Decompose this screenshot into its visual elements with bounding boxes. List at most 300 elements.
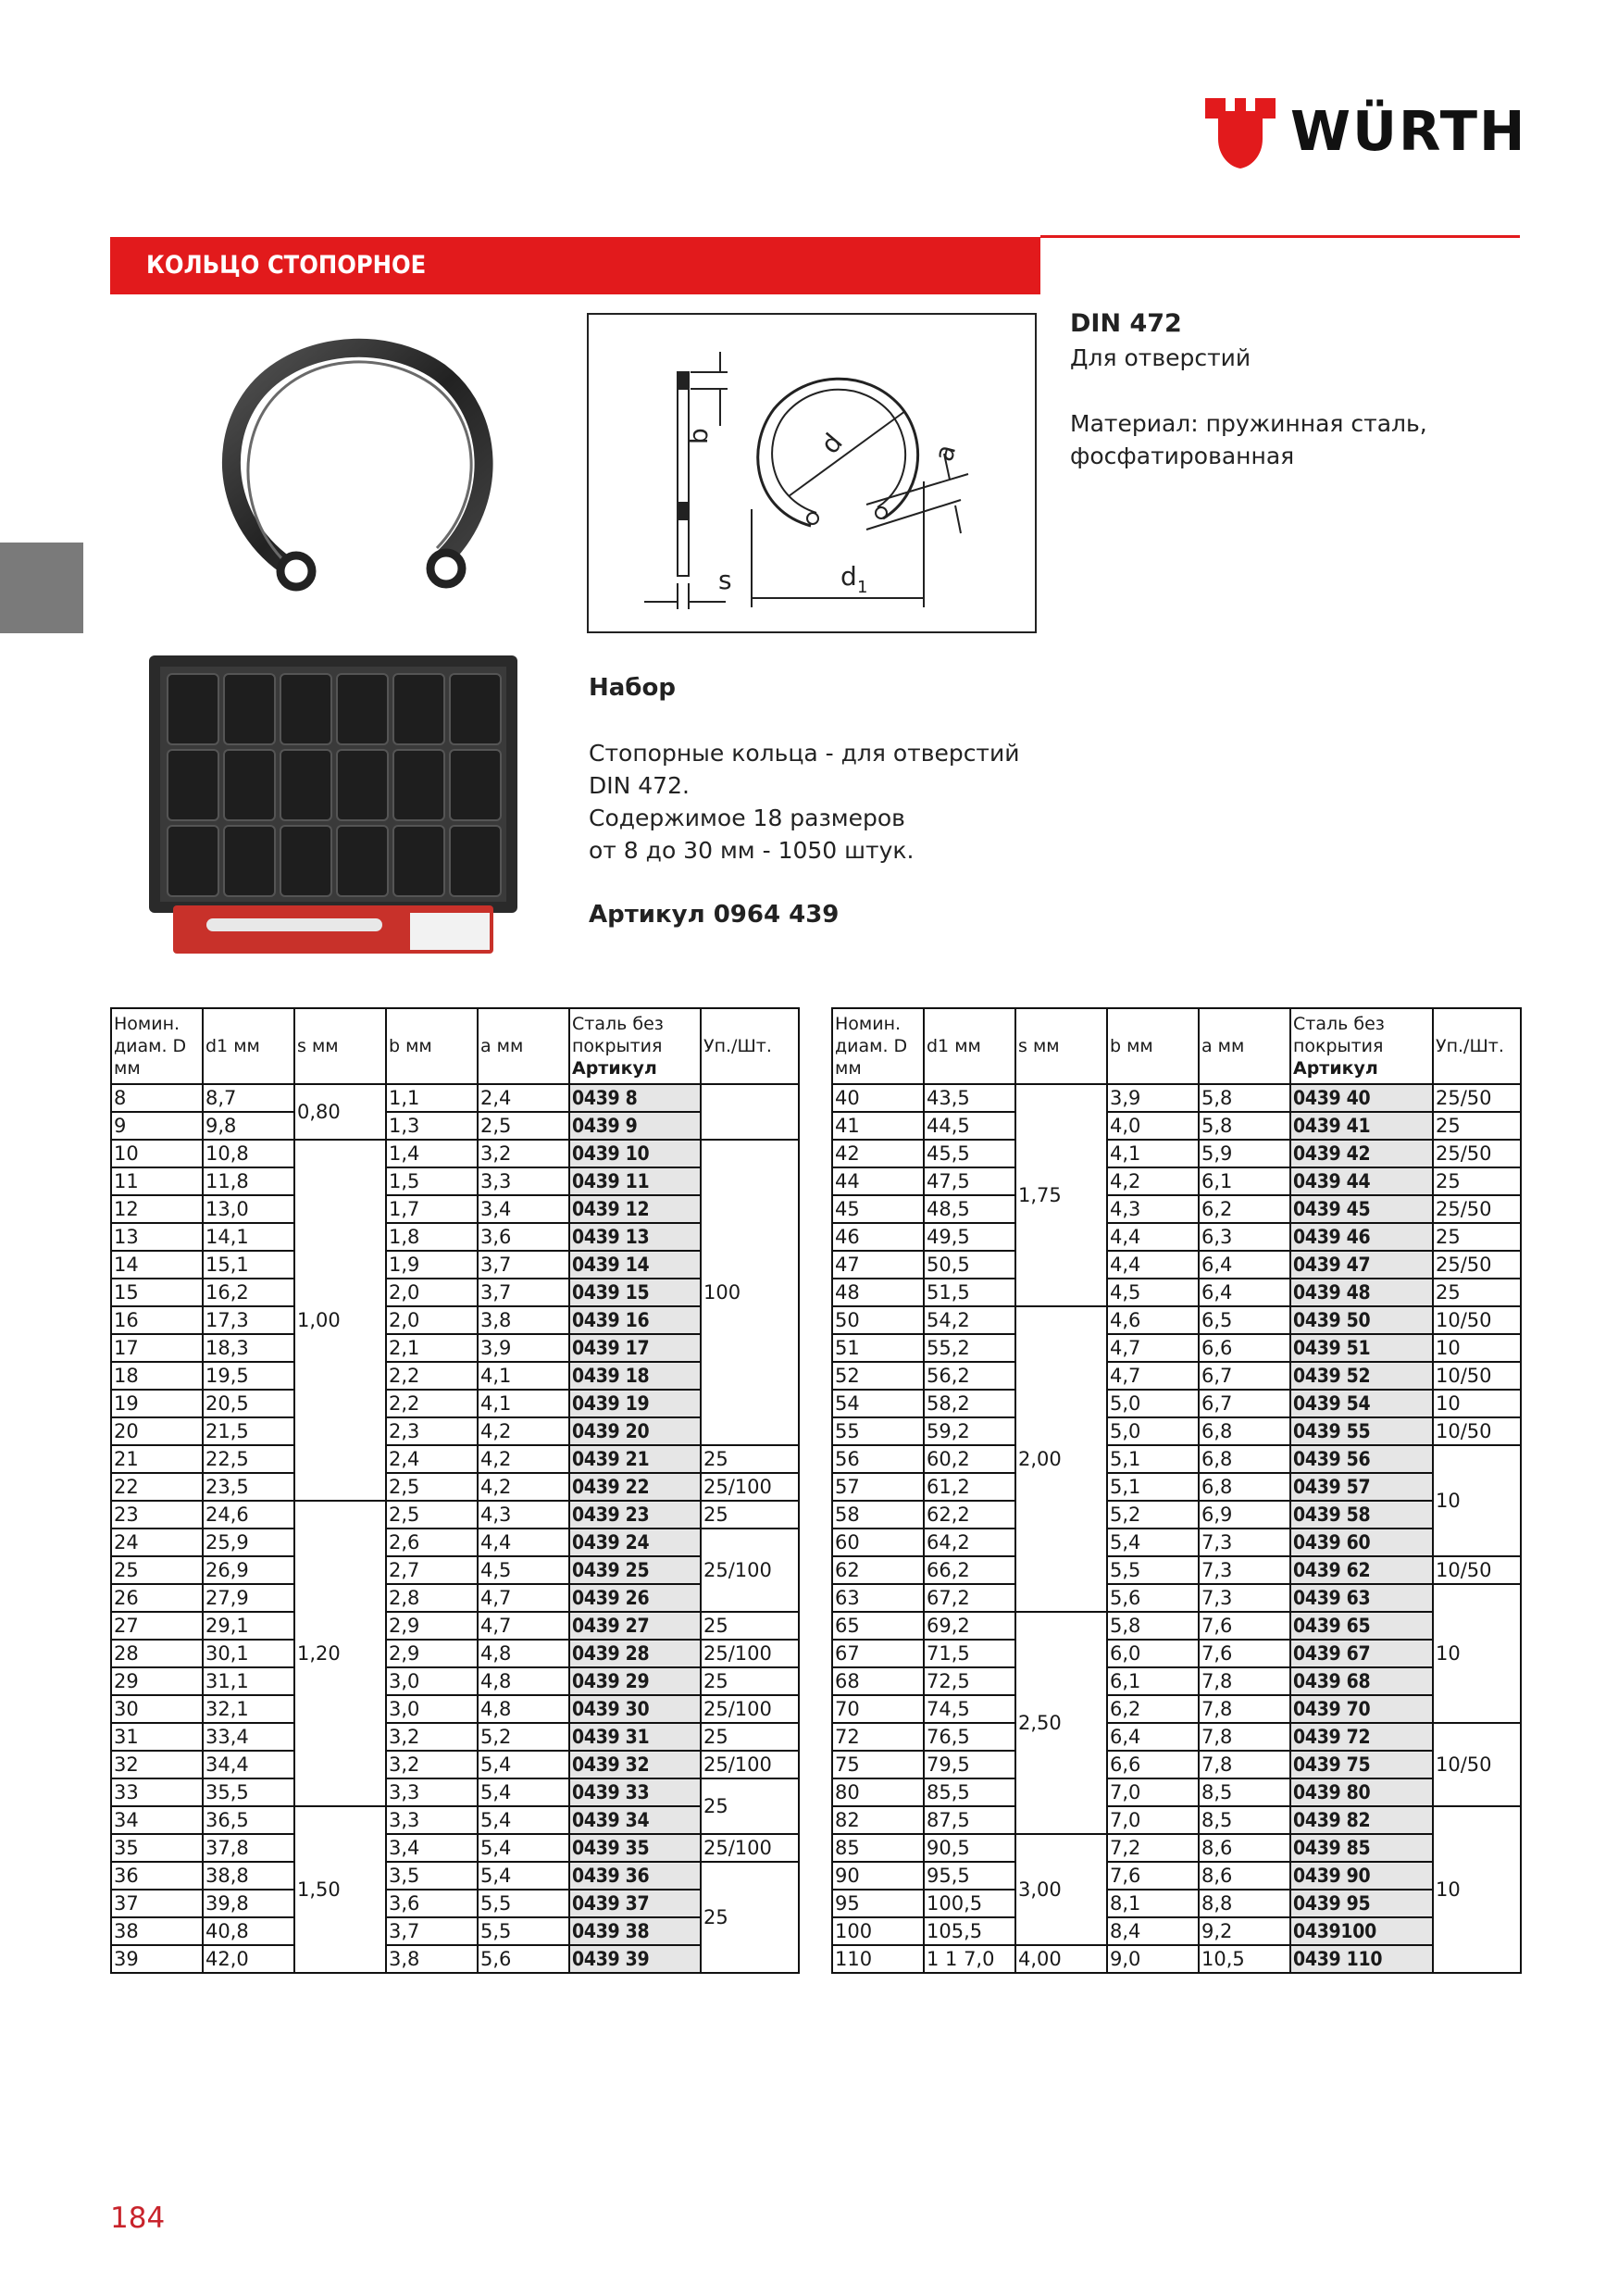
cell-article: 0439 68 — [1290, 1667, 1433, 1695]
kit-compartment — [168, 674, 218, 744]
table-row — [111, 1473, 799, 1501]
cell-nominal-diameter: 68 — [832, 1667, 924, 1695]
cell-b: 2,5 — [386, 1501, 478, 1529]
cell-article: 0439 57 — [1290, 1473, 1433, 1501]
cell-d1: 43,5 — [924, 1084, 1015, 1112]
cell-nominal-diameter: 48 — [832, 1279, 924, 1306]
cell-article: 0439 32 — [569, 1751, 701, 1778]
cell-article: 0439 33 — [569, 1778, 701, 1806]
cell-nominal-diameter: 13 — [111, 1223, 203, 1251]
material-line-2: фосфатированная — [1070, 443, 1295, 469]
cell-b: 6,0 — [1107, 1640, 1199, 1667]
cell-b: 4,0 — [1107, 1112, 1199, 1140]
cell-b: 1,3 — [386, 1112, 478, 1140]
cell-d1: 56,2 — [924, 1362, 1015, 1390]
cell-article: 0439 34 — [569, 1806, 701, 1834]
cell-b: 5,0 — [1107, 1417, 1199, 1445]
kit-compartment — [224, 674, 275, 744]
cell-d1: 9,8 — [203, 1112, 294, 1140]
table-row — [832, 1834, 1521, 1862]
col-header-article-line: Сталь без — [572, 1014, 664, 1034]
page-title: КОЛЬЦО СТОПОРНОЕ — [146, 251, 427, 280]
col-header-nominal-diameter-line: Номин. — [114, 1014, 180, 1034]
cell-article: 0439 17 — [569, 1334, 701, 1362]
cell-a: 4,2 — [478, 1445, 569, 1473]
cell-a: 8,8 — [1199, 1890, 1290, 1917]
col-header-d1-line: d1 мм — [927, 1036, 981, 1056]
cell-a: 6,4 — [1199, 1279, 1290, 1306]
cell-nominal-diameter: 29 — [111, 1667, 203, 1695]
kit-compartment — [224, 750, 275, 820]
table-row — [832, 1778, 1521, 1806]
cell-d1: 37,8 — [203, 1834, 294, 1862]
cell-nominal-diameter: 22 — [111, 1473, 203, 1501]
col-header-b — [386, 1008, 478, 1084]
cell-pack: 25 — [1433, 1279, 1521, 1306]
cell-b: 3,6 — [386, 1890, 478, 1917]
kit-compartment — [450, 750, 501, 820]
cell-article: 0439 67 — [1290, 1640, 1433, 1667]
cell-pack: 25/100 — [701, 1640, 799, 1667]
table-row — [111, 1890, 799, 1917]
table-row — [832, 1723, 1521, 1751]
table-row — [832, 1223, 1521, 1251]
cell-pack: 25/100 — [701, 1529, 799, 1612]
col-header-nominal-diameter-line: диам. D — [835, 1036, 908, 1056]
cell-a: 6,9 — [1199, 1501, 1290, 1529]
cell-nominal-diameter: 70 — [832, 1695, 924, 1723]
cell-d1: 38,8 — [203, 1862, 294, 1890]
cell-b: 5,2 — [1107, 1501, 1199, 1529]
cell-b: 4,6 — [1107, 1306, 1199, 1334]
cell-pack: 25/100 — [701, 1751, 799, 1778]
cell-d1: 26,9 — [203, 1556, 294, 1584]
kit-compartment — [337, 826, 388, 896]
dim-label-s: s — [718, 565, 732, 595]
cell-b: 4,5 — [1107, 1279, 1199, 1306]
cell-a: 7,6 — [1199, 1612, 1290, 1640]
cell-article: 0439 85 — [1290, 1834, 1433, 1862]
cell-b: 2,4 — [386, 1445, 478, 1473]
cell-d1: 11,8 — [203, 1167, 294, 1195]
cell-a: 4,2 — [478, 1417, 569, 1445]
cell-b: 2,9 — [386, 1640, 478, 1667]
standard-title: DIN 472 — [1070, 309, 1182, 338]
cell-d1: 85,5 — [924, 1778, 1015, 1806]
table-row — [111, 1778, 799, 1806]
cell-b: 2,2 — [386, 1362, 478, 1390]
cell-a: 5,4 — [478, 1862, 569, 1890]
cell-a: 8,6 — [1199, 1834, 1290, 1862]
cell-pack: 10 — [1433, 1334, 1521, 1362]
cell-b: 1,9 — [386, 1251, 478, 1279]
table-row — [832, 1251, 1521, 1279]
cell-article: 0439 110 — [1290, 1945, 1433, 1973]
cell-a: 5,6 — [478, 1945, 569, 1973]
table-row — [832, 1084, 1521, 1112]
cell-a: 4,5 — [478, 1556, 569, 1584]
cell-a: 7,8 — [1199, 1695, 1290, 1723]
cell-pack — [701, 1084, 799, 1140]
table-row — [832, 1751, 1521, 1778]
cell-article: 0439 19 — [569, 1390, 701, 1417]
cell-nominal-diameter: 47 — [832, 1251, 924, 1279]
cell-article: 0439 50 — [1290, 1306, 1433, 1334]
cell-a: 6,3 — [1199, 1223, 1290, 1251]
cell-a: 3,3 — [478, 1167, 569, 1195]
cell-nominal-diameter: 36 — [111, 1862, 203, 1890]
cell-pack: 25/100 — [701, 1473, 799, 1501]
header-rule — [1040, 235, 1520, 238]
cell-pack: 25/50 — [1433, 1195, 1521, 1223]
cell-article: 0439 82 — [1290, 1806, 1433, 1834]
table-row — [111, 1084, 799, 1112]
cell-article: 0439 72 — [1290, 1723, 1433, 1751]
cell-pack: 25 — [701, 1612, 799, 1640]
cell-d1: 59,2 — [924, 1417, 1015, 1445]
col-header-s-line: s мм — [297, 1036, 339, 1056]
cell-d1: 100,5 — [924, 1890, 1015, 1917]
cell-s: 2,00 — [1015, 1306, 1107, 1612]
cell-b: 2,0 — [386, 1279, 478, 1306]
cell-a: 7,3 — [1199, 1556, 1290, 1584]
set-description-line-1: Стопорные кольца - для отверстий — [589, 740, 1020, 767]
cell-article: 0439 58 — [1290, 1501, 1433, 1529]
table-row — [111, 1306, 799, 1334]
table-row — [832, 1112, 1521, 1140]
cell-pack: 25/50 — [1433, 1084, 1521, 1112]
col-header-pack — [701, 1008, 799, 1084]
cell-pack: 25 — [1433, 1112, 1521, 1140]
cell-d1: 47,5 — [924, 1167, 1015, 1195]
size-table-left — [110, 1007, 800, 1974]
col-header-article-line: Артикул — [572, 1058, 657, 1079]
cell-d1: 33,4 — [203, 1723, 294, 1751]
cell-a: 8,5 — [1199, 1778, 1290, 1806]
cell-d1: 39,8 — [203, 1890, 294, 1917]
cell-b: 2,9 — [386, 1612, 478, 1640]
cell-nominal-diameter: 9 — [111, 1112, 203, 1140]
cell-pack: 25 — [701, 1723, 799, 1751]
table-row — [111, 1806, 799, 1834]
cell-b: 3,0 — [386, 1695, 478, 1723]
cell-a: 5,4 — [478, 1778, 569, 1806]
dim-label-d1-subscript: 1 — [857, 578, 868, 597]
cell-b: 4,2 — [1107, 1167, 1199, 1195]
col-header-d1 — [924, 1008, 1015, 1084]
cell-a: 4,8 — [478, 1695, 569, 1723]
cell-nominal-diameter: 32 — [111, 1751, 203, 1778]
cell-article: 0439 54 — [1290, 1390, 1433, 1417]
cell-nominal-diameter: 46 — [832, 1223, 924, 1251]
cell-d1: 69,2 — [924, 1612, 1015, 1640]
cell-a: 3,4 — [478, 1195, 569, 1223]
cell-b: 1,8 — [386, 1223, 478, 1251]
set-heading: Набор — [589, 674, 676, 702]
cell-article: 0439 16 — [569, 1306, 701, 1334]
table-header-row — [832, 1008, 1521, 1084]
table-row — [111, 1390, 799, 1417]
cell-d1: 105,5 — [924, 1917, 1015, 1945]
cell-b: 3,8 — [386, 1945, 478, 1973]
cell-a: 4,8 — [478, 1640, 569, 1667]
cell-nominal-diameter: 35 — [111, 1834, 203, 1862]
kit-compartment — [280, 826, 331, 896]
kit-compartment — [168, 826, 218, 896]
cell-nominal-diameter: 28 — [111, 1640, 203, 1667]
cell-b: 4,4 — [1107, 1223, 1199, 1251]
cell-nominal-diameter: 82 — [832, 1806, 924, 1834]
cell-d1: 61,2 — [924, 1473, 1015, 1501]
col-header-a — [1199, 1008, 1290, 1084]
cell-pack: 10/50 — [1433, 1556, 1521, 1584]
table-row — [832, 1612, 1521, 1640]
cell-b: 6,4 — [1107, 1723, 1199, 1751]
cell-d1: 34,4 — [203, 1751, 294, 1778]
cell-pack: 10/50 — [1433, 1306, 1521, 1334]
col-header-article — [569, 1008, 701, 1084]
cell-a: 6,4 — [1199, 1251, 1290, 1279]
cell-nominal-diameter: 72 — [832, 1723, 924, 1751]
cell-nominal-diameter: 8 — [111, 1084, 203, 1112]
cell-d1: 16,2 — [203, 1279, 294, 1306]
cell-a: 3,7 — [478, 1251, 569, 1279]
cell-s: 1,00 — [294, 1140, 386, 1501]
cell-b: 4,7 — [1107, 1362, 1199, 1390]
dim-label-d1: d — [840, 561, 857, 592]
cell-d1: 62,2 — [924, 1501, 1015, 1529]
cell-a: 4,1 — [478, 1390, 569, 1417]
cell-b: 3,3 — [386, 1778, 478, 1806]
kit-compartment — [393, 750, 444, 820]
col-header-d1-line: d1 мм — [205, 1036, 260, 1056]
table-row — [111, 1251, 799, 1279]
col-header-nominal-diameter-line: мм — [114, 1058, 141, 1079]
cell-nominal-diameter: 38 — [111, 1917, 203, 1945]
cell-article: 0439 11 — [569, 1167, 701, 1195]
cell-a: 3,2 — [478, 1140, 569, 1167]
cell-b: 3,3 — [386, 1806, 478, 1834]
cell-b: 3,7 — [386, 1917, 478, 1945]
cell-pack: 25 — [701, 1501, 799, 1529]
col-header-pack-line: Уп./Шт. — [703, 1036, 772, 1056]
cell-a: 3,9 — [478, 1334, 569, 1362]
cell-d1: 21,5 — [203, 1417, 294, 1445]
col-header-a — [478, 1008, 569, 1084]
cell-nominal-diameter: 63 — [832, 1584, 924, 1612]
cell-article: 0439 36 — [569, 1862, 701, 1890]
cell-s: 1,75 — [1015, 1084, 1107, 1306]
cell-b: 3,5 — [386, 1862, 478, 1890]
col-header-a-line: a мм — [480, 1036, 524, 1056]
cell-nominal-diameter: 62 — [832, 1556, 924, 1584]
cell-article: 0439 21 — [569, 1445, 701, 1473]
cell-a: 3,7 — [478, 1279, 569, 1306]
cell-b: 4,4 — [1107, 1251, 1199, 1279]
cell-s: 4,00 — [1015, 1945, 1107, 1973]
cell-d1: 48,5 — [924, 1195, 1015, 1223]
cell-nominal-diameter: 44 — [832, 1167, 924, 1195]
kit-compartment — [280, 750, 331, 820]
cell-nominal-diameter: 33 — [111, 1778, 203, 1806]
table-row — [111, 1667, 799, 1695]
table-row — [111, 1334, 799, 1362]
table-row — [111, 1501, 799, 1529]
cell-nominal-diameter: 19 — [111, 1390, 203, 1417]
cell-a: 5,4 — [478, 1834, 569, 1862]
cell-a: 3,6 — [478, 1223, 569, 1251]
technical-drawing — [589, 315, 1035, 631]
col-header-pack-line: Уп./Шт. — [1436, 1036, 1504, 1056]
cell-pack: 25 — [701, 1778, 799, 1834]
cell-pack: 10 — [1433, 1390, 1521, 1417]
cell-a: 3,8 — [478, 1306, 569, 1334]
cell-s: 1,50 — [294, 1806, 386, 1973]
cell-nominal-diameter: 12 — [111, 1195, 203, 1223]
cell-b: 6,6 — [1107, 1751, 1199, 1778]
cell-pack: 25/50 — [1433, 1140, 1521, 1167]
col-header-pack — [1433, 1008, 1521, 1084]
cell-pack: 25 — [701, 1667, 799, 1695]
cell-a: 4,7 — [478, 1584, 569, 1612]
cell-d1: 71,5 — [924, 1640, 1015, 1667]
table-row — [111, 1556, 799, 1584]
cell-nominal-diameter: 16 — [111, 1306, 203, 1334]
table-row — [111, 1195, 799, 1223]
table-row — [832, 1473, 1521, 1501]
cell-article: 0439 15 — [569, 1279, 701, 1306]
cell-b: 3,2 — [386, 1723, 478, 1751]
cell-article: 0439 10 — [569, 1140, 701, 1167]
cell-b: 7,0 — [1107, 1778, 1199, 1806]
cell-nominal-diameter: 110 — [832, 1945, 924, 1973]
cell-nominal-diameter: 18 — [111, 1362, 203, 1390]
cell-d1: 36,5 — [203, 1806, 294, 1834]
cell-b: 7,0 — [1107, 1806, 1199, 1834]
cell-a: 5,8 — [1199, 1084, 1290, 1112]
cell-article: 0439 70 — [1290, 1695, 1433, 1723]
cell-d1: 95,5 — [924, 1862, 1015, 1890]
cell-nominal-diameter: 21 — [111, 1445, 203, 1473]
cell-a: 5,5 — [478, 1890, 569, 1917]
table-row — [111, 1862, 799, 1890]
table-row — [832, 1501, 1521, 1529]
cell-a: 5,2 — [478, 1723, 569, 1751]
cell-b: 4,1 — [1107, 1140, 1199, 1167]
cell-a: 2,5 — [478, 1112, 569, 1140]
table-row — [832, 1167, 1521, 1195]
col-header-s — [294, 1008, 386, 1084]
cell-nominal-diameter: 50 — [832, 1306, 924, 1334]
cell-nominal-diameter: 55 — [832, 1417, 924, 1445]
cell-pack: 10 — [1433, 1806, 1521, 1973]
cell-a: 8,6 — [1199, 1862, 1290, 1890]
cell-article: 0439 13 — [569, 1223, 701, 1251]
cell-a: 9,2 — [1199, 1917, 1290, 1945]
cell-nominal-diameter: 11 — [111, 1167, 203, 1195]
cell-article: 0439 29 — [569, 1667, 701, 1695]
cell-nominal-diameter: 85 — [832, 1834, 924, 1862]
size-table-right — [831, 1007, 1522, 1974]
cell-a: 8,5 — [1199, 1806, 1290, 1834]
cell-article: 0439 75 — [1290, 1751, 1433, 1778]
table-row — [111, 1695, 799, 1723]
cell-article: 0439 8 — [569, 1084, 701, 1112]
table-row — [832, 1306, 1521, 1334]
cell-a: 7,8 — [1199, 1667, 1290, 1695]
col-header-b-line: b мм — [1110, 1036, 1153, 1056]
cell-d1: 32,1 — [203, 1695, 294, 1723]
col-header-nominal-diameter-line: диам. D — [114, 1036, 187, 1056]
cell-nominal-diameter: 42 — [832, 1140, 924, 1167]
cell-nominal-diameter: 54 — [832, 1390, 924, 1417]
col-header-article-line: Артикул — [1293, 1058, 1378, 1079]
table-row — [832, 1945, 1521, 1973]
cell-a: 6,2 — [1199, 1195, 1290, 1223]
cell-b: 8,4 — [1107, 1917, 1199, 1945]
table-row — [832, 1806, 1521, 1834]
cell-pack: 10 — [1433, 1584, 1521, 1723]
cell-b: 1,7 — [386, 1195, 478, 1223]
cell-article: 0439 52 — [1290, 1362, 1433, 1390]
cell-b: 3,0 — [386, 1667, 478, 1695]
kit-compartment — [280, 674, 331, 744]
table-row — [832, 1640, 1521, 1667]
table-row — [832, 1667, 1521, 1695]
cell-nominal-diameter: 57 — [832, 1473, 924, 1501]
cell-s: 1,20 — [294, 1501, 386, 1806]
cell-a: 4,4 — [478, 1529, 569, 1556]
cell-nominal-diameter: 45 — [832, 1195, 924, 1223]
cell-pack: 25 — [1433, 1167, 1521, 1195]
cell-article: 0439 60 — [1290, 1529, 1433, 1556]
cell-nominal-diameter: 34 — [111, 1806, 203, 1834]
cell-nominal-diameter: 39 — [111, 1945, 203, 1973]
kit-compartment — [450, 826, 501, 896]
cell-a: 5,4 — [478, 1751, 569, 1778]
cell-d1: 87,5 — [924, 1806, 1015, 1834]
dim-label-d: d — [815, 427, 849, 460]
cell-b: 5,8 — [1107, 1612, 1199, 1640]
table-row — [832, 1917, 1521, 1945]
cell-pack: 10/50 — [1433, 1417, 1521, 1445]
cell-b: 6,1 — [1107, 1667, 1199, 1695]
col-header-nominal-diameter-line: мм — [835, 1058, 862, 1079]
cell-nominal-diameter: 17 — [111, 1334, 203, 1362]
cell-b: 6,2 — [1107, 1695, 1199, 1723]
cell-article: 0439 9 — [569, 1112, 701, 1140]
table-row — [832, 1417, 1521, 1445]
cell-a: 7,3 — [1199, 1584, 1290, 1612]
table-row — [111, 1834, 799, 1862]
dim-label-a: a — [927, 441, 963, 465]
col-header-article-line: Сталь без — [1293, 1014, 1385, 1034]
col-header-article-line: покрытия — [1293, 1036, 1384, 1056]
cell-d1: 29,1 — [203, 1612, 294, 1640]
cell-s: 3,00 — [1015, 1834, 1107, 1945]
cell-article: 0439 39 — [569, 1945, 701, 1973]
cell-article: 0439 40 — [1290, 1084, 1433, 1112]
cell-article: 0439100 — [1290, 1917, 1433, 1945]
cell-a: 7,3 — [1199, 1529, 1290, 1556]
cell-b: 2,1 — [386, 1334, 478, 1362]
table-row — [832, 1556, 1521, 1584]
table-row — [832, 1445, 1521, 1473]
cell-article: 0439 26 — [569, 1584, 701, 1612]
col-header-b — [1107, 1008, 1199, 1084]
cell-nominal-diameter: 67 — [832, 1640, 924, 1667]
cell-nominal-diameter: 26 — [111, 1584, 203, 1612]
